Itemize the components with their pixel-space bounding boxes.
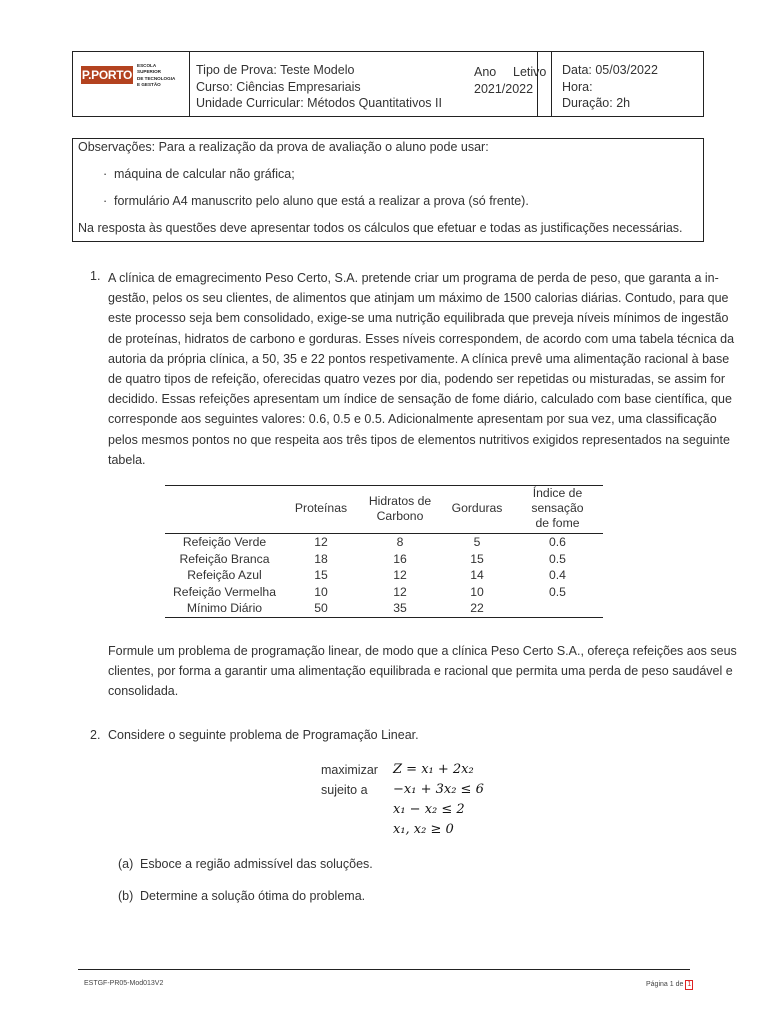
table-row: Mínimo Diário 50 35 22 (165, 600, 603, 617)
footer-rule (78, 969, 690, 970)
paragraph-line: decidido. Essas refeições apresentam um índice de sensação de fome diário, calculado com base científica, que (108, 392, 732, 407)
table-header: Gorduras (451, 501, 503, 515)
page-number: Página 1 de 1 (646, 981, 692, 988)
question-1-number: 1. (90, 269, 101, 283)
curricular-unit: Unidade Curricular: Métodos Quantitativos II (196, 96, 442, 110)
bullet-icon: · (103, 167, 108, 181)
table-header: Proteínas (294, 501, 348, 515)
year-label-b: Letivo (513, 65, 547, 79)
exam-duration: Duração: 2h (562, 96, 631, 110)
maximize-label: maximizar (321, 763, 378, 777)
table-header (165, 486, 284, 534)
question-1-text (108, 268, 735, 470)
header-box (72, 51, 704, 117)
table-row: Refeição Branca 18 16 15 0.5 (179, 551, 566, 566)
paragraph-line: clientes, por forma a garantir uma alimentação equilibrada e racional que permita uma perda de peso saudável e (108, 664, 733, 679)
table-row: Refeição Vermelha 10 12 10 0.5 (173, 584, 566, 599)
paragraph-line: tabela. (108, 452, 146, 467)
paragraph-line: de proteínas, hidratos de carbono e gorduras. Esses níveis correspondem, de acordo com uma tabela técnica da (108, 331, 735, 346)
year-value: 2021/2022 (474, 82, 534, 96)
constraint-1: −x₁ + 3x₂ ≤ 6 (393, 782, 484, 797)
paragraph-line: A clínica de emagrecimento Peso Certo, S.A. pretende criar um programa de perda de peso, que garanta a in- (108, 271, 719, 285)
page-total-link[interactable]: 1 (687, 981, 692, 988)
exam-type: Tipo de Prova: Teste Modelo (196, 63, 355, 77)
logo-cell (73, 52, 190, 116)
paragraph-line: Formule um problema de programação linear, de modo que a clínica Peso Certo S.A., ofereça refeições aos seus (108, 644, 737, 658)
table-header: Índice de sensação de fome (531, 486, 584, 530)
paragraph-line: corresponde aos seguintes valores: 0.6, 0.5 e 0.5. Adicionalmente apresentam por sua vez, uma classificação (108, 412, 717, 427)
year-label-a: Ano (474, 65, 497, 79)
question-2-number: 2. (90, 728, 101, 742)
question-1-task (108, 641, 737, 702)
paragraph-line: autoria da própria clínica, a 50, 35 e 22 pontos respetivamente. A clínica prevê uma alimentação racional à base (108, 351, 730, 366)
pporto-logo: P.PORTO (81, 68, 133, 82)
paragraph-line: de quatro tipos de refeição, oferecidas quatro vezes por dia, podendo ser repetidas ou misturadas, se assim for (108, 371, 726, 386)
exam-time: Hora: (562, 80, 593, 94)
exam-date: Data: 05/03/2022 (562, 63, 658, 77)
constraint-2: x₁ − x₂ ≤ 2 (393, 802, 465, 817)
part-a-text: Esboce a região admissível das soluções. (140, 857, 373, 871)
table-row: Refeição Azul 15 12 14 0.4 (187, 568, 566, 582)
paragraph-line: pelos mesmos pontos no que respeita aos três tipos de elementos nutritivos exigidos representados na seguinte (108, 432, 730, 447)
school-name: ESCOLA SUPERIOR DE TECNOLOGIA E GESTÃO (137, 63, 176, 87)
schedule-cell (551, 52, 703, 116)
paragraph-line: consolidada. (108, 684, 179, 699)
objective-function: Z = x₁ + 2x₂ (393, 762, 474, 777)
constraint-3: x₁, x₂ ≥ 0 (393, 822, 454, 837)
paragraph-line: gestão, pelos os seu clientes, de alimentos que atinjam um máximo de 1500 calorias diárias. Contudo, para que (108, 291, 729, 306)
question-2-intro: Considere o seguinte problema de Programação Linear. (108, 728, 419, 742)
observations-box (72, 138, 704, 242)
nutrition-table (165, 485, 603, 618)
observation-item: formulário A4 manuscrito pelo aluno que está a realizar a prova (só frente). (114, 194, 529, 208)
paragraph-line: este processo seja bem consolidado, exige-se uma nutrição equilibrada que preveja níveis mínimos de ingestão (108, 311, 729, 326)
part-b-text: Determine a solução ótima do problema. (140, 889, 366, 903)
year-cell (463, 52, 552, 116)
part-b-label: (b) (118, 889, 134, 903)
subject-to-label: sujeito a (321, 783, 368, 797)
table-header: Hidratos de Carbono (368, 493, 432, 523)
part-a-label: (a) (118, 857, 134, 871)
observation-item: máquina de calcular não gráfica; (114, 167, 295, 181)
observations-intro: Observações: Para a realização da prova de avaliação o aluno pode usar: (78, 140, 489, 154)
table-row: Refeição Verde 12 8 5 0.6 (182, 535, 566, 549)
document-code: ESTGF-PR05-Mod013V2 (84, 980, 164, 987)
observations-note: Na resposta às questões deve apresentar todos os cálculos que efetuar e todas as justificações necessárias. (78, 221, 683, 235)
table-header-row (165, 486, 603, 534)
bullet-icon: · (103, 194, 108, 208)
course: Curso: Ciências Empresariais (196, 80, 361, 94)
